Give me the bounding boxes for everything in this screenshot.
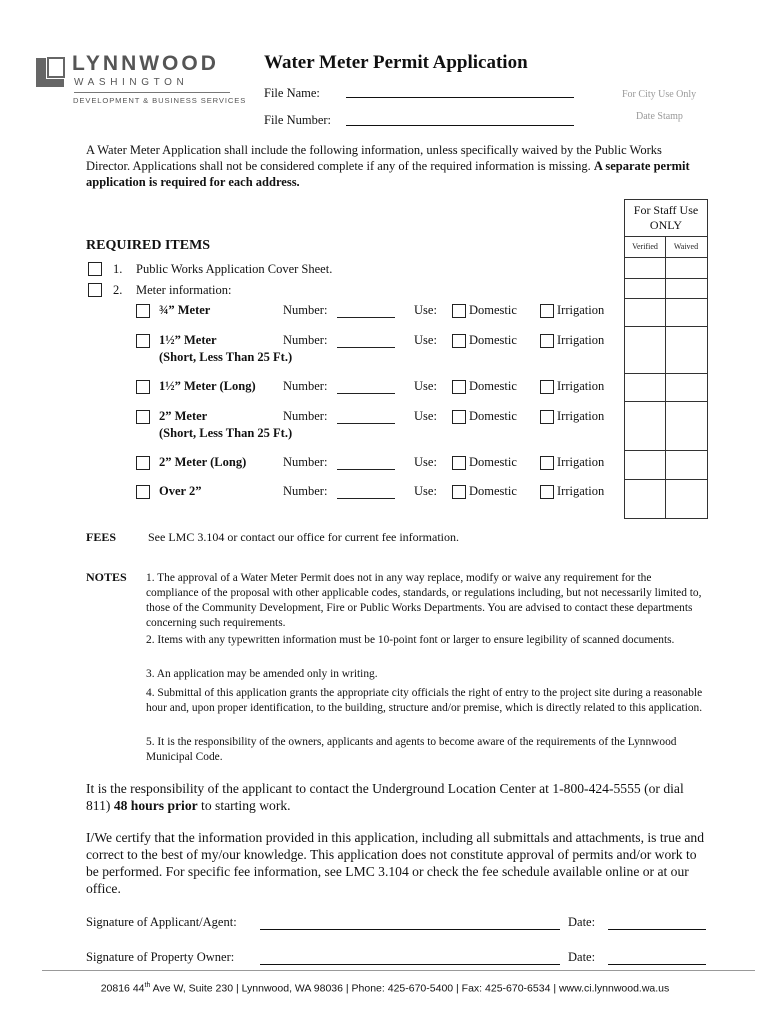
underground-bold: 48 hours prior [113, 798, 198, 813]
staff-row-line [624, 401, 708, 402]
use-label: Use: [414, 484, 437, 498]
use-label: Use: [414, 333, 437, 347]
note-item: 2. Items with any typewritten information must be 10-point font or larger to ensure legibility of scanned documents. [146, 634, 675, 646]
domestic-label: Domestic [469, 455, 517, 469]
use-label: Use: [414, 303, 437, 317]
staff-divider [624, 236, 708, 237]
logo-subtitle: WASHINGTON [74, 77, 189, 88]
domestic-checkbox[interactable] [452, 485, 466, 499]
item-number: 1. [113, 262, 123, 276]
owner-date-label: Date: [568, 950, 596, 964]
required-items-heading: REQUIRED ITEMS [86, 238, 211, 253]
meter-name: 1½” Meter (Long) [159, 379, 256, 393]
city-use-label: For City Use Only [622, 89, 697, 100]
meter-row-checkbox[interactable] [136, 410, 150, 424]
number-field[interactable] [337, 498, 395, 499]
footer-post: Ave W, Suite 230 | Lynnwood, WA 98036 | Phone: 425-670-5400 | Fax: 425-670-6534 | www.ci.lynnwood.wa.us [150, 982, 670, 995]
lynnwood-logo-icon [34, 56, 66, 89]
irrigation-label: Irrigation [557, 409, 605, 423]
footer-pre: 20816 44 [100, 982, 145, 995]
footer-address [0, 982, 770, 995]
domestic-label: Domestic [469, 333, 517, 347]
logo-divider [74, 92, 230, 93]
certification-paragraph: I/We certify that the information provided in this application, including all submittals and attachments, is true and correct to the best of my/our knowledge. This application does not constitute approval of permits and/or work to be performed. For specific fee information, see LMC 3.104 or check the fee schedule available online or at our office. [86, 830, 705, 896]
domestic-label: Domestic [469, 379, 517, 393]
number-field[interactable] [337, 317, 395, 318]
staff-row-line [624, 257, 708, 258]
intro-bold-text: A separate permit application is required for each address. [86, 159, 690, 189]
file-name-label: File Name: [264, 86, 320, 100]
meter-name: Over 2” [159, 484, 202, 498]
irrigation-label: Irrigation [557, 333, 605, 347]
meter-info-checkbox[interactable] [88, 283, 102, 297]
domestic-checkbox[interactable] [452, 410, 466, 424]
file-number-label: File Number: [264, 113, 332, 127]
owner-date-field[interactable] [608, 964, 706, 965]
file-number-field[interactable] [346, 125, 574, 126]
page-title: Water Meter Permit Application [264, 52, 528, 73]
file-name-field[interactable] [346, 97, 574, 98]
cover-sheet-checkbox[interactable] [88, 262, 102, 276]
domestic-checkbox[interactable] [452, 304, 466, 318]
footer-sup: th [144, 982, 151, 989]
irrigation-checkbox[interactable] [540, 485, 554, 499]
number-field[interactable] [337, 423, 395, 424]
meter-row-checkbox[interactable] [136, 380, 150, 394]
use-label: Use: [414, 455, 437, 469]
number-label: Number: [283, 379, 328, 393]
domestic-label: Domestic [469, 303, 517, 317]
staff-row-line [624, 479, 708, 480]
note-item: 1. The approval of a Water Meter Permit does not in any way replace, modify or waive any requirement for the compliance of the proposal with other applicable codes, standards, or regulations including, but not necessarily limited to, those of the Community Development, Fire or Public Works Departments. You are advised to contact these departments concerning such requirements. [146, 572, 702, 629]
meter-row-checkbox[interactable] [136, 334, 150, 348]
meter-subtitle: (Short, Less Than 25 Ft.) [159, 426, 293, 440]
underground-paragraph [86, 780, 706, 814]
number-label: Number: [283, 333, 328, 347]
irrigation-checkbox[interactable] [540, 304, 554, 318]
meter-info-label: Meter information: [136, 283, 232, 297]
staff-row-line [624, 298, 708, 299]
applicant-signature-label: Signature of Applicant/Agent: [86, 915, 237, 929]
domestic-checkbox[interactable] [452, 380, 466, 394]
meter-name: 2” Meter [159, 409, 208, 423]
number-label: Number: [283, 484, 328, 498]
irrigation-checkbox[interactable] [540, 456, 554, 470]
number-field[interactable] [337, 393, 395, 394]
date-stamp-label: Date Stamp [636, 111, 683, 122]
number-label: Number: [283, 303, 328, 317]
waived-header: Waived [673, 242, 699, 251]
applicant-date-field[interactable] [608, 929, 706, 930]
owner-signature-field[interactable] [260, 964, 560, 965]
note-item: 4. Submittal of this application grants the appropriate city officials the right of entry to the project site during a reasonable hour and, upon proper identification, to the building, structure and/or premise, which is directly related to this application. [146, 687, 703, 714]
domestic-checkbox[interactable] [452, 334, 466, 348]
meter-row-checkbox[interactable] [136, 456, 150, 470]
staff-row-line [624, 278, 708, 279]
intro-text: A Water Meter Application shall include the following information, unless specifically waived by the Public Works Director. Applications shall not be considered complete if any of the required information is missing. [86, 143, 662, 173]
domestic-label: Domestic [469, 409, 517, 423]
note-item: 5. It is the responsibility of the owners, applicants and agents to become aware of the requirements of the Lynnwood Municipal Code. [146, 736, 677, 763]
staff-row-line [624, 450, 708, 451]
applicant-date-label: Date: [568, 915, 596, 929]
owner-signature-label: Signature of Property Owner: [86, 950, 235, 964]
use-label: Use: [414, 379, 437, 393]
fees-label: FEES [86, 530, 117, 544]
staff-use-title: For Staff Use ONLY [633, 203, 699, 232]
meter-name: 2” Meter (Long) [159, 455, 247, 469]
irrigation-label: Irrigation [557, 303, 605, 317]
meter-name: ¾” Meter [159, 303, 211, 317]
number-label: Number: [283, 455, 328, 469]
logo-department: DEVELOPMENT & BUSINESS SERVICES [73, 96, 247, 105]
meter-row-checkbox[interactable] [136, 304, 150, 318]
irrigation-checkbox[interactable] [540, 410, 554, 424]
irrigation-checkbox[interactable] [540, 380, 554, 394]
verified-header: Verified [632, 242, 658, 251]
footer-divider [42, 970, 755, 971]
irrigation-label: Irrigation [557, 379, 605, 393]
number-label: Number: [283, 409, 328, 423]
cover-sheet-label: Public Works Application Cover Sheet. [136, 262, 333, 276]
meter-name: 1½” Meter [159, 333, 217, 347]
irrigation-label: Irrigation [557, 455, 605, 469]
intro-paragraph [86, 142, 706, 190]
meter-subtitle: (Short, Less Than 25 Ft.) [159, 350, 293, 364]
number-field[interactable] [337, 347, 395, 348]
staff-row-line [624, 373, 708, 374]
domestic-checkbox[interactable] [452, 456, 466, 470]
staff-row-line [624, 326, 708, 327]
underground-text: It is the responsibility of the applicant to contact the Underground Location Center at 1-800-424-5555 (or dial 811) [86, 781, 684, 813]
meter-row-checkbox[interactable] [136, 485, 150, 499]
use-label: Use: [414, 409, 437, 423]
fees-text: See LMC 3.104 or contact our office for current fee information. [148, 530, 460, 544]
notes-label: NOTES [86, 570, 127, 584]
domestic-label: Domestic [469, 484, 517, 498]
applicant-signature-field[interactable] [260, 929, 560, 930]
number-field[interactable] [337, 469, 395, 470]
irrigation-checkbox[interactable] [540, 334, 554, 348]
note-item: 3. An application may be amended only in writing. [146, 668, 378, 680]
item-number: 2. [113, 283, 123, 297]
logo-name: LYNNWOOD [72, 52, 219, 75]
underground-end: to starting work. [197, 798, 291, 813]
irrigation-label: Irrigation [557, 484, 605, 498]
